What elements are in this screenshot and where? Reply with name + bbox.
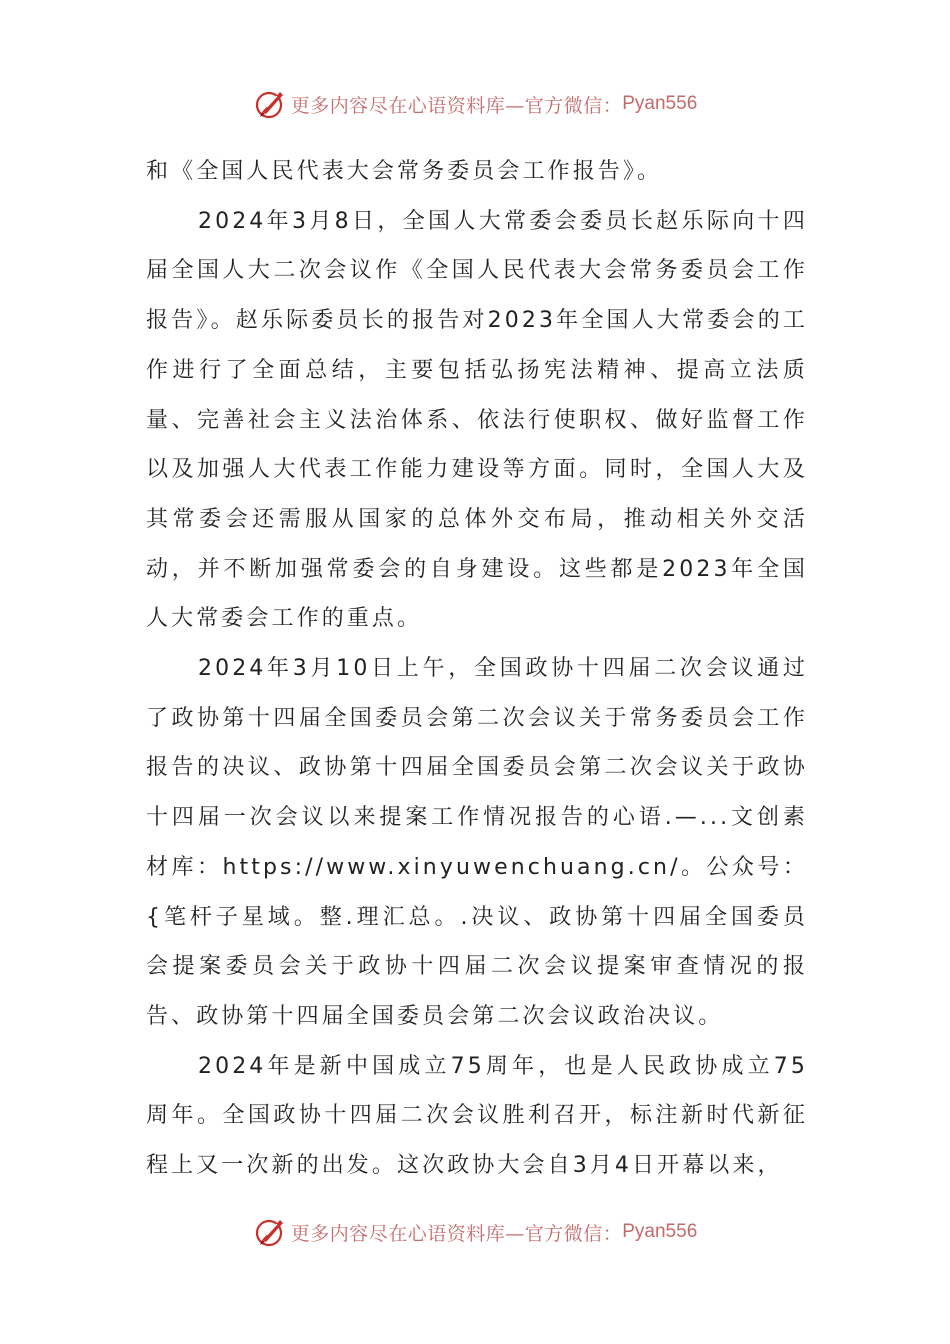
footer-watermark	[0, 1212, 950, 1252]
quill-pen-logo-icon	[253, 1215, 287, 1249]
watermark-text: 更多内容尽在心语资料库—官方微信：	[290, 94, 623, 117]
watermark-contact: Pyan556	[622, 1221, 698, 1242]
document-body	[146, 147, 808, 1191]
paragraph-2: 2024年3月8日，全国人大常委会委员长赵乐际向十四届全国人大二次会议作《全国人民代表大会常务委员会工作报告》。赵乐际委员长的报告对2023年全国人大常委会的工作进行了全面总结，主要包括弘扬宪法精神、提高立法质量、完善社会主义法治体系、依法行使职权、做好监督工作以及加强人大代表工作能力建设等方面。同时，全国人大及其常委会还需服从国家的总体外交布局，推动相关外交活动，并不断加强常委会的自身建设。这些都是2023年全国人大常委会工作的重点。	[146, 208, 808, 632]
quill-pen-logo-icon	[253, 87, 287, 121]
header-watermark	[0, 84, 950, 124]
watermark-contact: Pyan556	[622, 93, 698, 114]
watermark-text: 更多内容尽在心语资料库—官方微信：	[290, 1222, 623, 1245]
paragraph-3: 2024年3月10日上午，全国政协十四届二次会议通过了政协第十四届全国委员会第二次会议关于常务委员会工作报告的决议、政协第十四届全国委员会第二次会议关于政协十四届一次会议以来提案工作情况报告的心语.—...文创素材库：https://www.xinyuwenchuang.cn/。公众号：{笔杆子星域。整.理汇总。.决议、政协第十四届全国委员会提案委员会关于政协十四届二次会议提案审查情况的报告、政协第十四届全国委员会第二次会议政治决议。	[146, 656, 808, 1029]
paragraph-1: 和《全国人民代表大会常务委员会工作报告》。	[146, 159, 663, 184]
paragraph-4: 2024年是新中国成立75周年，也是人民政协成立75周年。全国政协十四届二次会议胜利召开，标注新时代新征程上又一次新的出发。这次政协大会自3月4日开幕以来，	[146, 1053, 808, 1179]
